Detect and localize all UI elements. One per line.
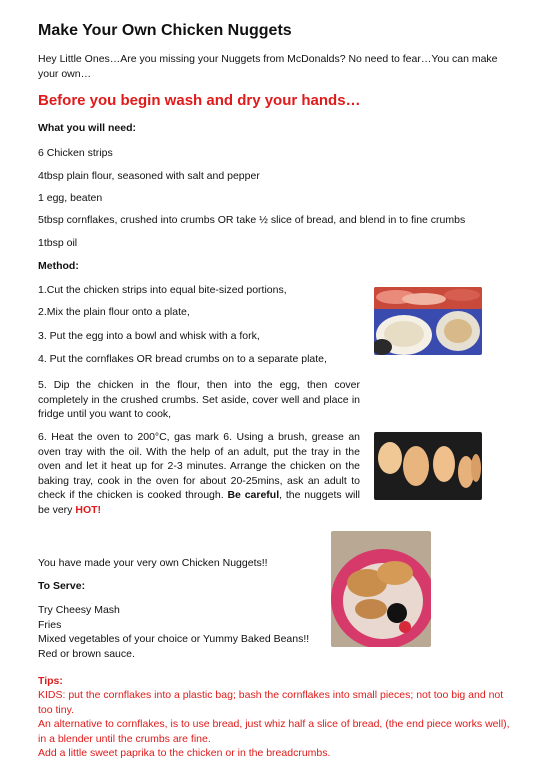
ingredient-item: 6 Chicken strips xyxy=(38,147,113,159)
method-step-6 xyxy=(38,430,360,517)
made-message: You have made your very own Chicken Nuggets!! xyxy=(38,557,268,569)
method-heading: Method: xyxy=(38,260,79,272)
step6-after: , the nuggets will be very xyxy=(38,489,360,516)
method-step: 5. Dip the chicken in the flour, then into the egg, then cover completely in the crushed crumbs. Set aside, cover well and place in fridge until you want to cook, xyxy=(38,379,360,420)
tips-heading: Tips: xyxy=(38,675,63,687)
ingredient-item: 1tbsp oil xyxy=(38,237,78,249)
tips-list xyxy=(38,688,516,761)
hand-wash-warning: Before you begin wash and dry your hands… xyxy=(38,92,361,109)
serve-heading: To Serve: xyxy=(38,580,86,592)
serve-item: Red or brown sauce. xyxy=(38,647,135,660)
tip-item: KIDS: put the cornflakes into a plastic bag; bash the cornflakes into small pieces; not too big and not too tiny. xyxy=(38,689,504,716)
serve-list xyxy=(38,603,338,661)
serve-item: Try Cheesy Mash xyxy=(38,604,120,616)
tip-item: An alternative to cornflakes, is to use bread, just whiz half a slice of bread, (the end piece works well), in a blender until the crumbs are fine. xyxy=(38,718,510,745)
method-step: 1.Cut the chicken strips into equal bite-sized portions, xyxy=(38,284,287,296)
serve-item: Mixed vegetables of your choice or Yummy Baked Beans!! xyxy=(38,633,310,645)
hot-warning: HOT! xyxy=(75,503,102,516)
need-heading: What you will need: xyxy=(38,122,137,134)
method-step: 4. Put the cornflakes OR bread crumbs on to a separate plate, xyxy=(38,353,327,365)
method-step: 2.Mix the plain flour onto a plate, xyxy=(38,306,190,318)
step6-text: 6. Heat the oven to 200°C, gas mark 6. Using a brush, grease an oven tray with the oil. With the help of an adult, put the tray in the oven and let it heat up for 2-3 minutes. Arrange the chicken on the baking tray, cook in the oven for about 20-25mins, ask an adult to check if the chicken is cooked through. xyxy=(38,431,360,501)
baking-tray-photo xyxy=(374,432,482,500)
page-title: Make Your Own Chicken Nuggets xyxy=(38,22,292,39)
ingredients-photo xyxy=(374,287,482,355)
serve-item: Fries xyxy=(38,618,62,631)
ingredient-item: 4tbsp plain flour, seasoned with salt and pepper xyxy=(38,170,260,182)
nuggets-on-plate-photo xyxy=(331,531,431,647)
method-step: 3. Put the egg into a bowl and whisk with a fork, xyxy=(38,330,260,342)
intro-text: Hey Little Ones…Are you missing your Nuggets from McDonalds? No need to fear…You can make your own… xyxy=(38,53,498,80)
tip-item: Add a little sweet paprika to the chicken or in the breadcrumbs. xyxy=(38,747,331,759)
ingredient-item: 1 egg, beaten xyxy=(38,192,103,204)
ingredient-item: 5tbsp cornflakes, crushed into crumbs OR take ½ slice of bread, and blend in to fine crumbs xyxy=(38,214,466,226)
be-careful-text: Be careful xyxy=(227,489,280,501)
